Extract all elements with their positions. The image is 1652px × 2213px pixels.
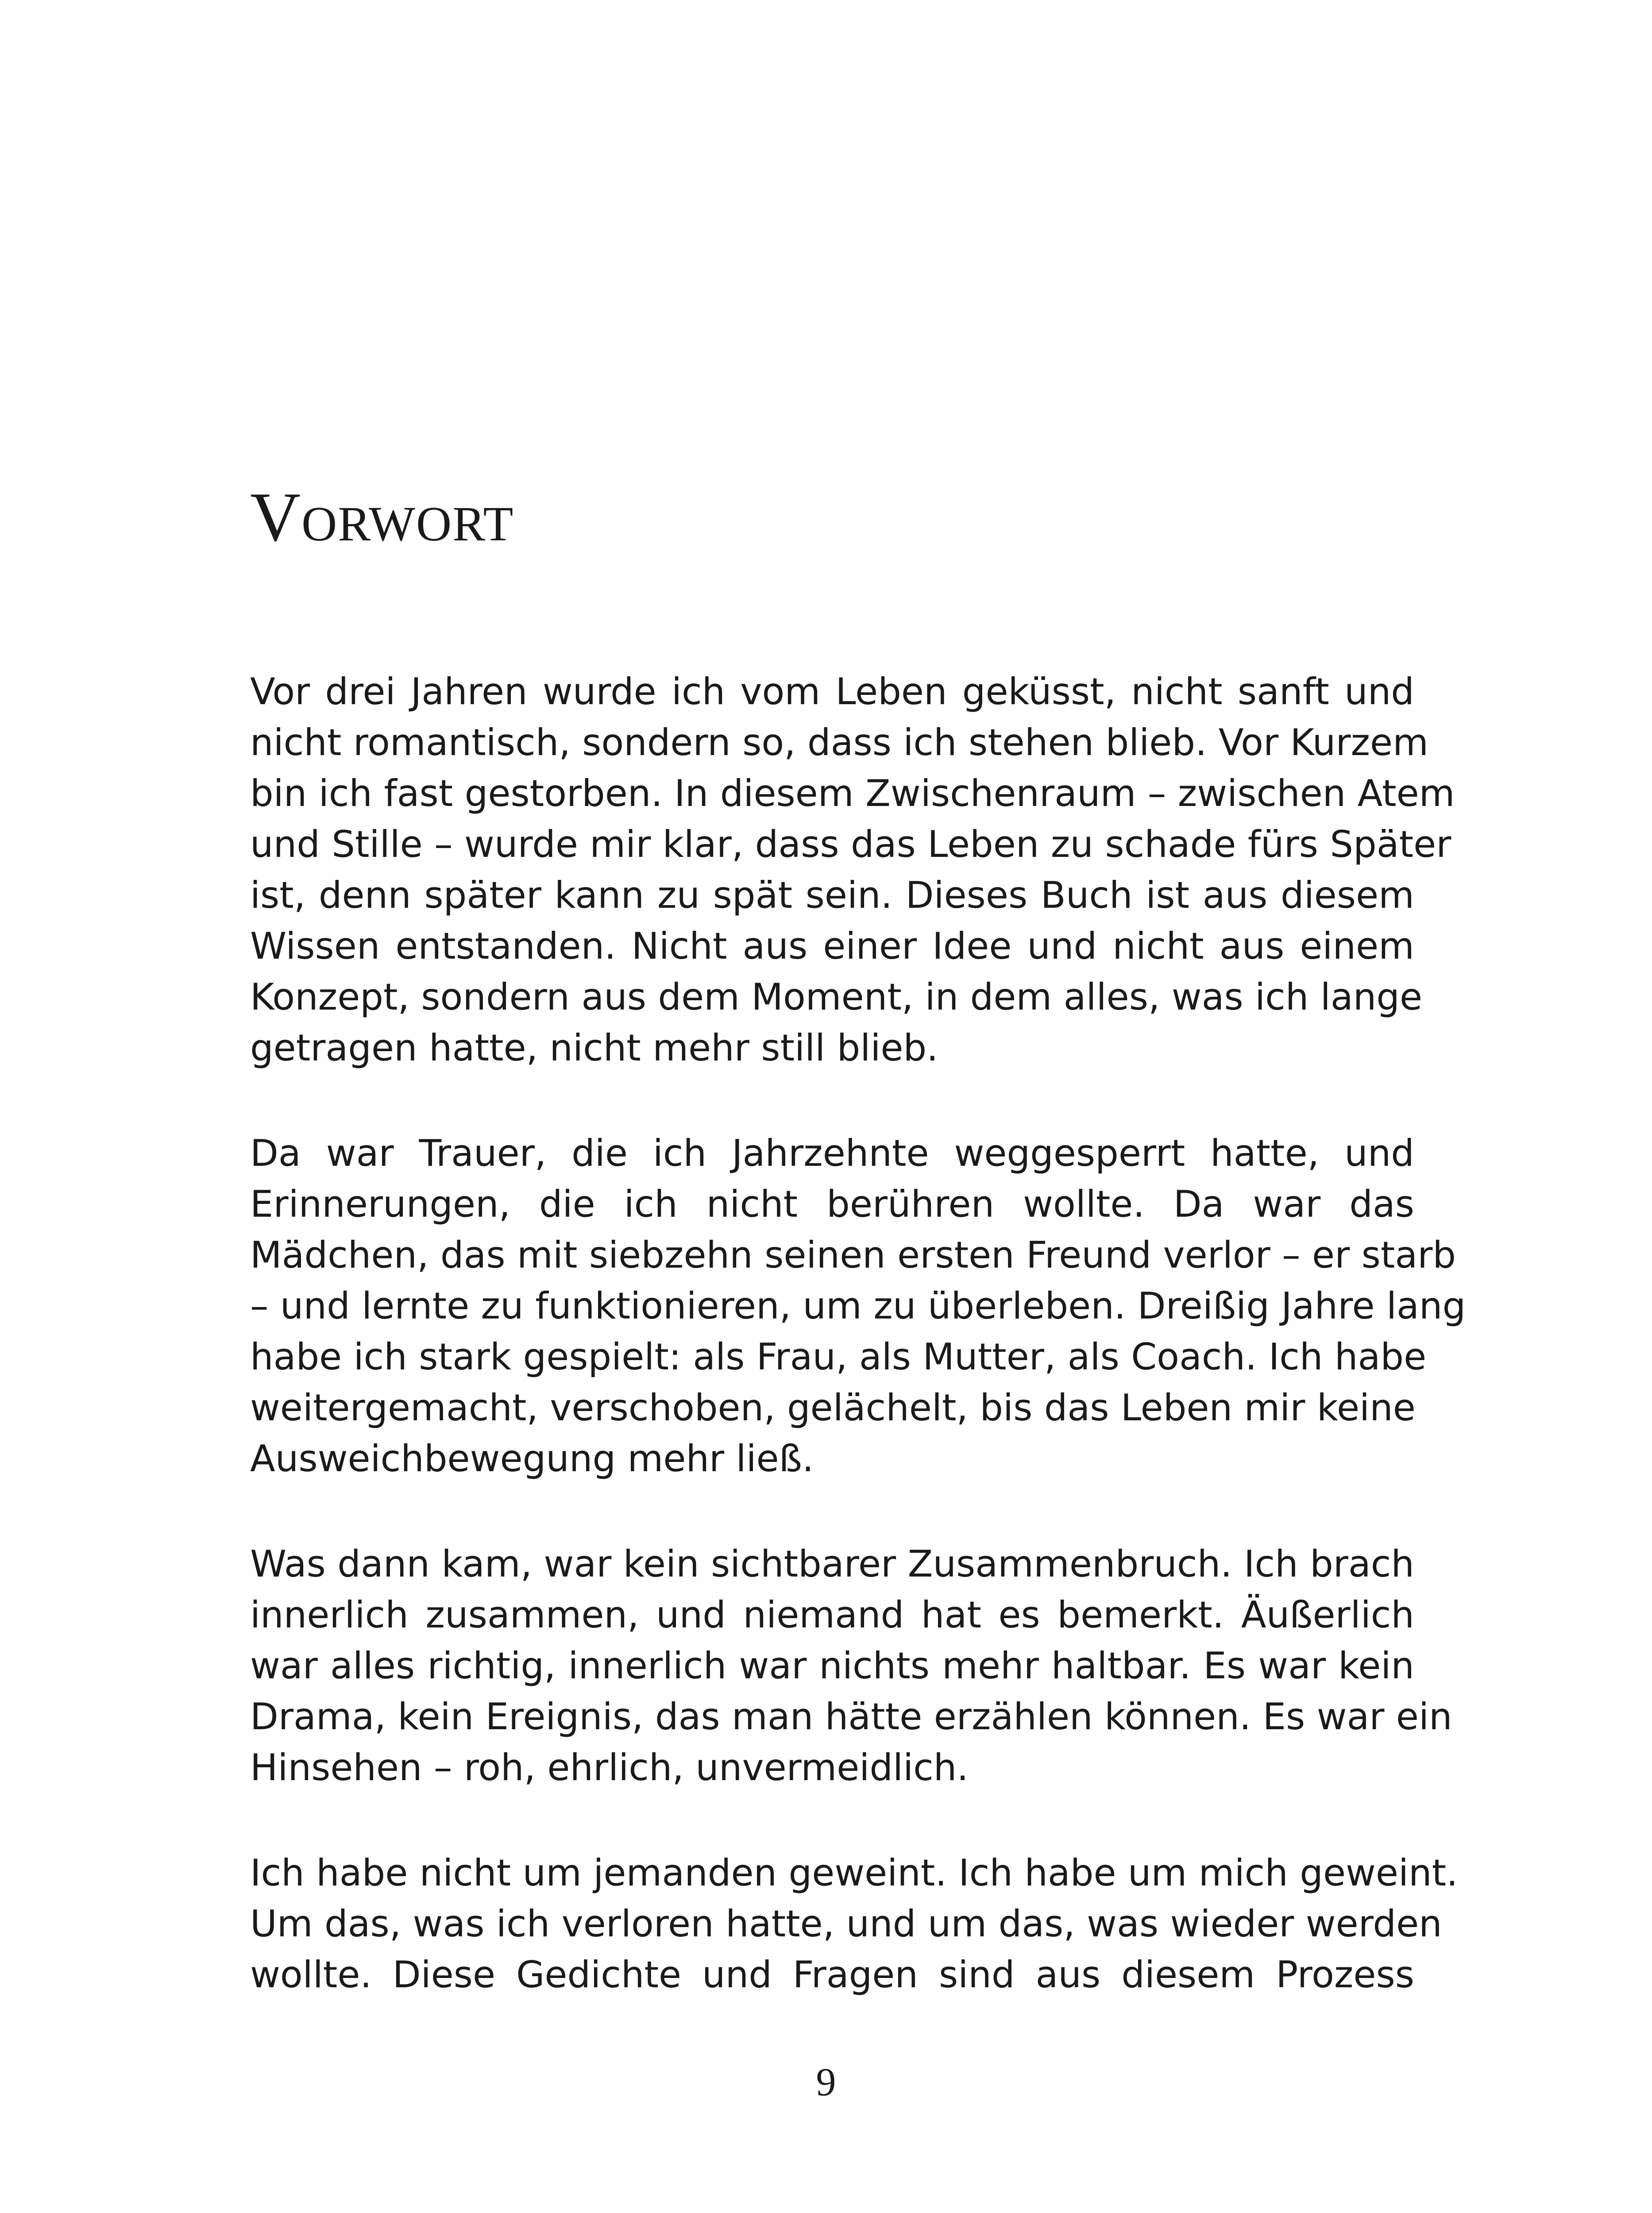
text-line: weitergemacht, verschoben, gelächelt, bis das Leben mir keine [250,1386,1416,1429]
text-line: Um das, was ich verloren hatte, und um das, was wieder werden [250,1902,1442,1945]
text-line: – und lernte zu funktionieren, um zu überleben. Dreißig Jahre lang [250,1284,1466,1327]
text-line: Erinnerungen, die ich nicht berühren wollte. Da war das [250,1183,1414,1226]
text-line: habe ich stark gespielt: als Frau, als Mutter, als Coach. Ich habe [250,1335,1427,1378]
foreword-body [250,666,1466,2055]
page-number: 9 [816,2060,836,2104]
paragraph [250,666,1455,1073]
text-line: Hinsehen – roh, ehrlich, unvermeidlich. [250,1746,969,1789]
text-line: innerlich zusammen, und niemand hat es bemerkt. Äußerlich [250,1593,1414,1636]
text-line: Konzept, sondern aus dem Moment, in dem alles, was ich lange [250,975,1423,1018]
paragraph [250,1128,1466,1484]
text-line: Da war Trauer, die ich Jahrzehnte weggesperrt hatte, und [250,1132,1414,1175]
text-line: Was dann kam, war kein sichtbarer Zusammenbruch. Ich brach [250,1542,1414,1585]
text-line: getragen hatte, nicht mehr still blieb. [250,1026,938,1069]
chapter-heading: Vorwort [250,478,514,556]
text-line: Vor drei Jahren wurde ich vom Leben geküsst, nicht sanft und [250,670,1414,713]
text-line: bin ich fast gestorben. In diesem Zwischenraum – zwischen Atem [250,772,1455,815]
text-line: Drama, kein Ereignis, das man hätte erzählen können. Es war ein [250,1695,1452,1738]
paragraph [250,1538,1452,1793]
text-line: Ausweichbewegung mehr ließ. [250,1437,814,1480]
text-line: Wissen entstanden. Nicht aus einer Idee und nicht aus einem [250,925,1414,968]
text-line: nicht romantisch, sondern so, dass ich stehen blieb. Vor Kurzem [250,721,1428,764]
text-line: ist, denn später kann zu spät sein. Dieses Buch ist aus diesem [250,874,1414,917]
paragraph [250,1847,1458,2000]
text-line: Mädchen, das mit siebzehn seinen ersten Freund verlor – er starb [250,1234,1456,1276]
text-line: und Stille – wurde mir klar, dass das Leben zu schade fürs Später [250,823,1451,866]
text-line: war alles richtig, innerlich war nichts mehr haltbar. Es war kein [250,1644,1414,1687]
text-line: Ich habe nicht um jemanden geweint. Ich habe um mich geweint. [250,1851,1458,1894]
text-line: wollte. Diese Gedichte und Fragen sind aus diesem Prozess [250,1953,1414,1996]
